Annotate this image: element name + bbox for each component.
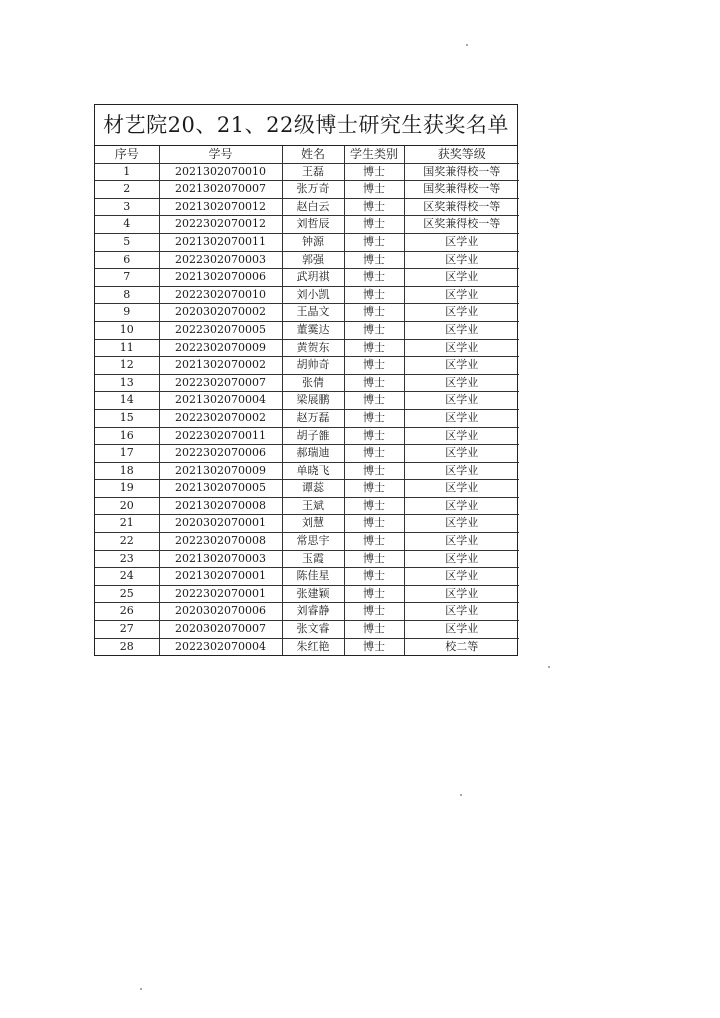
cell-name: 黄贺东 (282, 339, 344, 357)
cell-index: 12 (95, 357, 159, 375)
cell-student-type: 博士 (344, 638, 404, 655)
cell-index: 22 (95, 533, 159, 551)
cell-name: 董霙达 (282, 321, 344, 339)
cell-name: 赵白云 (282, 198, 344, 216)
cell-index: 3 (95, 198, 159, 216)
cell-award-level: 校二等 (404, 638, 519, 655)
cell-name: 郭强 (282, 251, 344, 269)
cell-student-type: 博士 (344, 409, 404, 427)
cell-index: 8 (95, 286, 159, 304)
cell-index: 16 (95, 427, 159, 445)
table-row (95, 163, 519, 181)
table-body (95, 163, 519, 655)
cell-award-level: 区学业 (404, 568, 519, 586)
cell-student-id: 2022302070007 (159, 374, 282, 392)
cell-student-type: 博士 (344, 621, 404, 639)
cell-student-type: 博士 (344, 445, 404, 463)
cell-index: 20 (95, 497, 159, 515)
scan-speck (548, 666, 550, 668)
table-row (95, 216, 519, 234)
cell-award-level: 区奖兼得校一等 (404, 216, 519, 234)
cell-index: 6 (95, 251, 159, 269)
cell-student-type: 博士 (344, 568, 404, 586)
cell-index: 24 (95, 568, 159, 586)
cell-student-type: 博士 (344, 585, 404, 603)
cell-student-type: 博士 (344, 233, 404, 251)
cell-name: 刘哲辰 (282, 216, 344, 234)
cell-student-id: 2021302070007 (159, 181, 282, 199)
cell-award-level: 区学业 (404, 445, 519, 463)
cell-student-type: 博士 (344, 269, 404, 287)
header-student-type: 学生类别 (344, 146, 404, 163)
table-row (95, 286, 519, 304)
cell-name: 胡子雒 (282, 427, 344, 445)
table-row (95, 427, 519, 445)
cell-name: 张文睿 (282, 621, 344, 639)
header-student-id: 学号 (159, 146, 282, 163)
cell-award-level: 区学业 (404, 321, 519, 339)
cell-student-id: 2021302070008 (159, 497, 282, 515)
cell-student-type: 博士 (344, 603, 404, 621)
header-index: 序号 (95, 146, 159, 163)
cell-award-level: 区学业 (404, 286, 519, 304)
cell-index: 7 (95, 269, 159, 287)
cell-award-level: 区学业 (404, 233, 519, 251)
table-row (95, 621, 519, 639)
cell-index: 19 (95, 480, 159, 498)
cell-name: 刘小凯 (282, 286, 344, 304)
award-list-sheet (94, 104, 518, 656)
table-row (95, 198, 519, 216)
cell-name: 王磊 (282, 163, 344, 181)
cell-index: 21 (95, 515, 159, 533)
cell-student-type: 博士 (344, 462, 404, 480)
cell-award-level: 区学业 (404, 269, 519, 287)
cell-name: 郝瑞迪 (282, 445, 344, 463)
table-row (95, 462, 519, 480)
table-row (95, 568, 519, 586)
cell-student-type: 博士 (344, 198, 404, 216)
cell-student-id: 2022302070005 (159, 321, 282, 339)
cell-student-id: 2022302070011 (159, 427, 282, 445)
cell-name: 梁展鹏 (282, 392, 344, 410)
cell-student-type: 博士 (344, 374, 404, 392)
cell-student-type: 博士 (344, 304, 404, 322)
cell-student-type: 博士 (344, 251, 404, 269)
cell-index: 26 (95, 603, 159, 621)
cell-index: 11 (95, 339, 159, 357)
cell-award-level: 区学业 (404, 339, 519, 357)
cell-index: 9 (95, 304, 159, 322)
table-row (95, 638, 519, 655)
cell-index: 25 (95, 585, 159, 603)
cell-student-type: 博士 (344, 321, 404, 339)
cell-name: 武玥祺 (282, 269, 344, 287)
cell-student-type: 博士 (344, 286, 404, 304)
cell-award-level: 区学业 (404, 357, 519, 375)
cell-student-type: 博士 (344, 357, 404, 375)
cell-index: 17 (95, 445, 159, 463)
cell-award-level: 区学业 (404, 480, 519, 498)
cell-student-id: 2021302070009 (159, 462, 282, 480)
table-row (95, 233, 519, 251)
cell-award-level: 区学业 (404, 497, 519, 515)
cell-award-level: 区学业 (404, 409, 519, 427)
cell-name: 刘慧 (282, 515, 344, 533)
cell-index: 10 (95, 321, 159, 339)
cell-student-id: 2020302070006 (159, 603, 282, 621)
cell-name: 玉霞 (282, 550, 344, 568)
award-table (95, 146, 519, 655)
scan-speck (140, 988, 142, 990)
cell-student-id: 2021302070011 (159, 233, 282, 251)
cell-student-type: 博士 (344, 163, 404, 181)
header-award-level: 获奖等级 (404, 146, 519, 163)
cell-award-level: 国奖兼得校一等 (404, 163, 519, 181)
cell-award-level: 区学业 (404, 550, 519, 568)
cell-student-id: 2022302070003 (159, 251, 282, 269)
cell-student-type: 博士 (344, 216, 404, 234)
cell-award-level: 区学业 (404, 251, 519, 269)
cell-name: 张建颖 (282, 585, 344, 603)
cell-name: 赵万磊 (282, 409, 344, 427)
cell-student-id: 2022302070012 (159, 216, 282, 234)
cell-award-level: 区奖兼得校一等 (404, 198, 519, 216)
cell-award-level: 区学业 (404, 374, 519, 392)
cell-student-type: 博士 (344, 427, 404, 445)
cell-name: 张倩 (282, 374, 344, 392)
table-row (95, 497, 519, 515)
cell-index: 13 (95, 374, 159, 392)
document-title: 材艺院20、21、22级博士研究生获奖名单 (95, 105, 517, 146)
cell-student-id: 2021302070006 (159, 269, 282, 287)
table-row (95, 374, 519, 392)
cell-student-id: 2021302070010 (159, 163, 282, 181)
cell-name: 常思宇 (282, 533, 344, 551)
cell-award-level: 区学业 (404, 603, 519, 621)
cell-student-type: 博士 (344, 181, 404, 199)
cell-index: 23 (95, 550, 159, 568)
cell-award-level: 国奖兼得校一等 (404, 181, 519, 199)
table-row (95, 304, 519, 322)
table-row (95, 515, 519, 533)
table-row (95, 251, 519, 269)
cell-student-id: 2022302070008 (159, 533, 282, 551)
cell-name: 谭蕊 (282, 480, 344, 498)
cell-award-level: 区学业 (404, 427, 519, 445)
table-row (95, 392, 519, 410)
cell-student-id: 2021302070004 (159, 392, 282, 410)
cell-award-level: 区学业 (404, 392, 519, 410)
cell-award-level: 区学业 (404, 621, 519, 639)
cell-index: 2 (95, 181, 159, 199)
cell-name: 王晶文 (282, 304, 344, 322)
cell-index: 18 (95, 462, 159, 480)
table-row (95, 321, 519, 339)
cell-student-id: 2022302070004 (159, 638, 282, 655)
table-row (95, 603, 519, 621)
cell-student-id: 2021302070003 (159, 550, 282, 568)
cell-student-id: 2022302070002 (159, 409, 282, 427)
cell-student-type: 博士 (344, 339, 404, 357)
cell-name: 张万奇 (282, 181, 344, 199)
table-row (95, 357, 519, 375)
cell-student-type: 博士 (344, 515, 404, 533)
header-name: 姓名 (282, 146, 344, 163)
cell-award-level: 区学业 (404, 304, 519, 322)
cell-student-id: 2022302070006 (159, 445, 282, 463)
cell-student-type: 博士 (344, 533, 404, 551)
cell-index: 15 (95, 409, 159, 427)
cell-student-id: 2021302070012 (159, 198, 282, 216)
cell-student-id: 2022302070001 (159, 585, 282, 603)
scan-speck (466, 44, 468, 46)
table-row (95, 585, 519, 603)
cell-student-id: 2022302070010 (159, 286, 282, 304)
cell-student-type: 博士 (344, 392, 404, 410)
cell-award-level: 区学业 (404, 462, 519, 480)
table-row (95, 480, 519, 498)
cell-index: 1 (95, 163, 159, 181)
table-row (95, 269, 519, 287)
cell-index: 14 (95, 392, 159, 410)
cell-student-id: 2020302070001 (159, 515, 282, 533)
cell-award-level: 区学业 (404, 533, 519, 551)
cell-index: 28 (95, 638, 159, 655)
cell-student-id: 2021302070005 (159, 480, 282, 498)
cell-student-type: 博士 (344, 550, 404, 568)
cell-student-type: 博士 (344, 497, 404, 515)
table-row (95, 181, 519, 199)
scan-speck (460, 794, 462, 796)
cell-name: 胡帅奇 (282, 357, 344, 375)
cell-student-id: 2020302070002 (159, 304, 282, 322)
cell-index: 27 (95, 621, 159, 639)
cell-index: 5 (95, 233, 159, 251)
cell-name: 单晓飞 (282, 462, 344, 480)
table-row (95, 409, 519, 427)
cell-index: 4 (95, 216, 159, 234)
cell-student-type: 博士 (344, 480, 404, 498)
cell-name: 朱红艳 (282, 638, 344, 655)
cell-name: 刘睿静 (282, 603, 344, 621)
cell-student-id: 2022302070009 (159, 339, 282, 357)
cell-name: 陈佳星 (282, 568, 344, 586)
table-header-row (95, 146, 519, 163)
table-row (95, 445, 519, 463)
table-row (95, 533, 519, 551)
cell-award-level: 区学业 (404, 585, 519, 603)
cell-student-id: 2021302070001 (159, 568, 282, 586)
table-row (95, 550, 519, 568)
cell-student-id: 2020302070007 (159, 621, 282, 639)
cell-award-level: 区学业 (404, 515, 519, 533)
table-row (95, 339, 519, 357)
cell-name: 王斌 (282, 497, 344, 515)
cell-name: 钟源 (282, 233, 344, 251)
cell-student-id: 2021302070002 (159, 357, 282, 375)
